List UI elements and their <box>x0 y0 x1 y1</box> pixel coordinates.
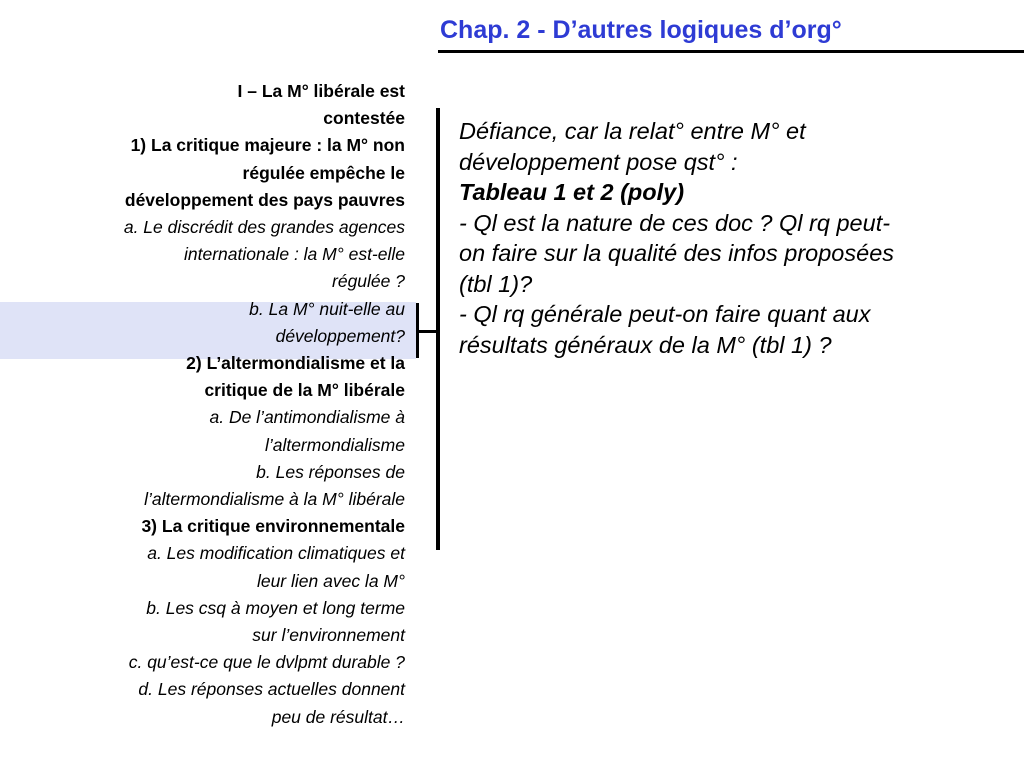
outline-section-heading: régulée empêche le <box>242 162 405 183</box>
outline-subsection: c. qu’est-ce que le dvlpmt durable ? <box>128 652 405 673</box>
outline-subsection-current: b. La M° nuit-elle au <box>249 298 405 319</box>
outline-subsection: a. De l’antimondialisme à <box>209 407 405 428</box>
outline-subsection: leur lien avec la M° <box>256 570 405 591</box>
outline-subsection: l’altermondialisme à la M° libérale <box>144 489 405 510</box>
outline-section-heading: 3) La critique environnementale <box>141 516 405 537</box>
question-2-line: - Ql rq générale peut-on faire quant aux <box>459 301 871 327</box>
outline-subsection-current: développement? <box>275 325 405 346</box>
question-1-line: on faire sur la qualité des infos proposées <box>459 240 895 266</box>
outline-part-heading: contestée <box>323 108 405 129</box>
body-intro-line: développement pose qst° : <box>459 148 738 175</box>
question-1-line: (tbl 1)? <box>459 270 533 297</box>
outline-section-heading: 2) L’altermondialisme et la <box>186 353 405 374</box>
outline-subsection: peu de résultat… <box>271 706 405 727</box>
outline-subsection: régulée ? <box>332 271 405 292</box>
outline-section-heading: 1) La critique majeure : la M° non <box>130 135 405 156</box>
outline-subsection: b. Les csq à moyen et long terme <box>146 597 405 618</box>
table-reference: Tableau 1 et 2 (poly) <box>459 179 685 205</box>
outline-subsection: l’altermondialisme <box>264 434 405 455</box>
question-2-line: résultats généraux de la M° (tbl 1) ? <box>459 331 832 358</box>
outline-section-heading: critique de la M° libérale <box>204 380 405 401</box>
slide-title: Chap. 2 - D’autres logiques d’org° <box>440 16 842 44</box>
outline-section-heading: développement des pays pauvres <box>124 189 405 210</box>
current-section-connector <box>416 330 438 333</box>
body-intro-line: Défiance, car la relat° entre M° et <box>459 118 806 144</box>
outline-subsection: sur l’environnement <box>252 625 405 646</box>
outline-subsection: internationale : la M° est-elle <box>184 244 405 265</box>
title-underline <box>438 50 1024 53</box>
outline-divider <box>436 108 440 550</box>
chapter-outline <box>0 78 405 731</box>
question-1-line: - Ql est la nature de ces doc ? Ql rq peut- <box>459 209 891 236</box>
outline-subsection: a. Le discrédit des grandes agences <box>123 217 405 238</box>
outline-subsection: a. Les modification climatiques et <box>147 543 405 564</box>
outline-subsection: d. Les réponses actuelles donnent <box>138 679 405 700</box>
slide-body <box>459 116 1019 360</box>
outline-part-heading: I – La M° libérale est <box>237 81 405 101</box>
outline-subsection: b. Les réponses de <box>256 461 405 482</box>
